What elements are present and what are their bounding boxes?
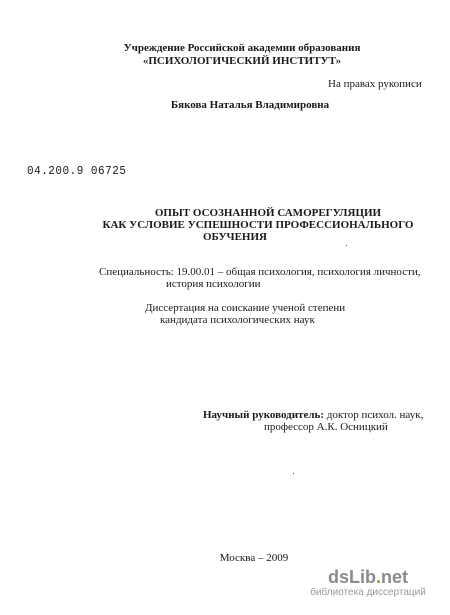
institution-name: Учреждение Российской академии образования xyxy=(123,42,361,54)
supervisor-line-1 xyxy=(203,409,423,421)
rights-note: На правах рукописи xyxy=(328,78,422,90)
author-name: Бякова Наталья Владимировна xyxy=(170,99,330,111)
watermark-logo-left: dsLib xyxy=(327,567,376,587)
institution-title: «ПСИХОЛОГИЧЕСКИЙ ИНСТИТУТ» xyxy=(142,55,342,67)
supervisor-degree: доктор психол. наук, xyxy=(324,409,424,421)
thesis-title-line-3: ОБУЧЕНИЯ xyxy=(203,231,267,243)
supervisor-label: Научный руководитель: xyxy=(203,409,324,421)
city-year: Москва – 2009 xyxy=(219,552,289,564)
speck-mark xyxy=(346,245,347,246)
dissertation-line-1: Диссертация на соискание ученой степени xyxy=(145,302,346,314)
specialty-line-1: Специальность: 19.00.01 – общая психология, психология личности, xyxy=(99,266,421,278)
speck-mark xyxy=(293,473,294,474)
thesis-title-line-1: ОПЫТ ОСОЗНАННОЙ САМОРЕГУЛЯЦИИ xyxy=(154,207,382,219)
registration-stamp: 04.200.9 06725 xyxy=(27,165,127,179)
watermark-logo-right: net xyxy=(381,567,408,587)
dissertation-line-2: кандидата психологических наук xyxy=(160,314,315,326)
watermark-logo xyxy=(308,567,428,587)
supervisor-line-2: профессор А.К. Осницкий xyxy=(264,421,388,433)
watermark-subtitle: библиотека диссертаций xyxy=(310,587,426,598)
watermark-logo-dot: . xyxy=(375,567,381,587)
thesis-title-line-2: КАК УСЛОВИЕ УСПЕШНОСТИ ПРОФЕССИОНАЛЬНОГО xyxy=(102,219,414,231)
specialty-line-2: история психологии xyxy=(166,278,261,290)
dslib-watermark xyxy=(308,567,428,599)
